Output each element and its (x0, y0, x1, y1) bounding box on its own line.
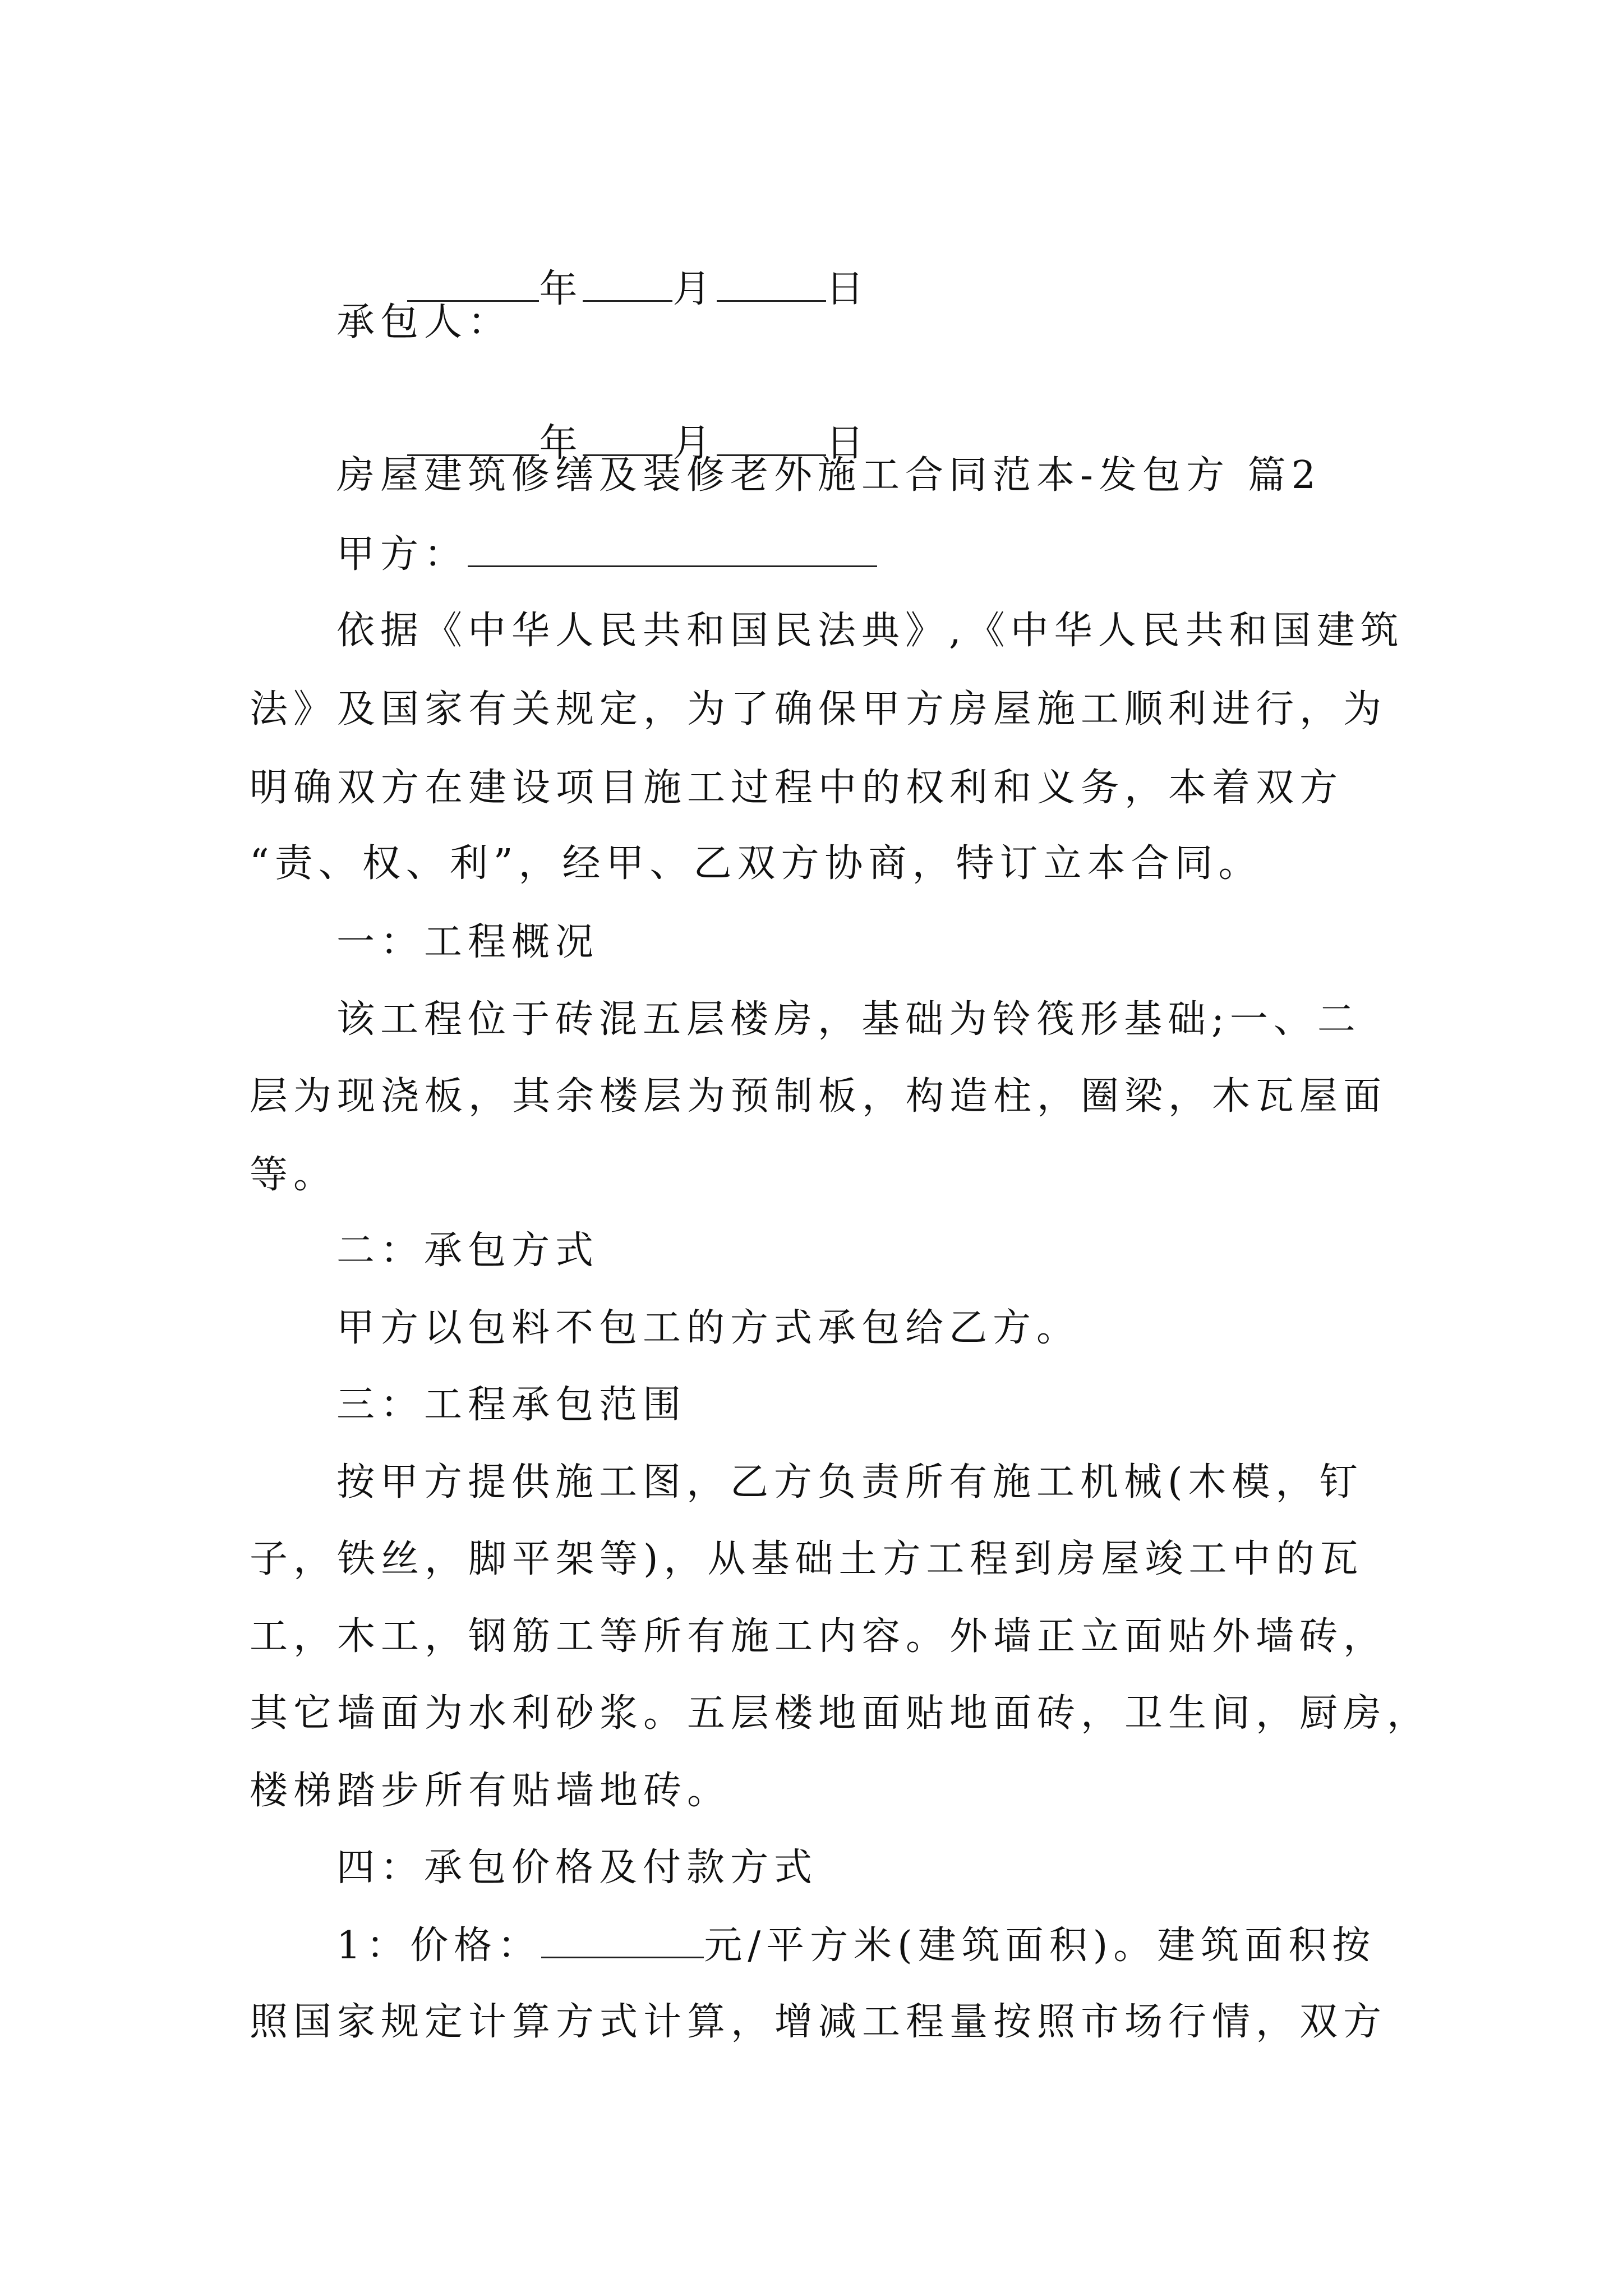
section-body-line: 工，木工，钢筋工等所有施工内容。外墙正立面贴外墙砖， (250, 1614, 1387, 1659)
intro-line: 明确双方在建设项目施工过程中的权利和义务，本着双方 (250, 766, 1344, 810)
section-body-line: 层为现浇板，其余楼层为预制板，构造柱，圈梁，木瓦屋面 (250, 1074, 1387, 1119)
document-title: 房屋建筑修缮及装修老外施工合同范本-发包方 篇2 (336, 453, 1321, 498)
price-suffix: 元/平方米(建筑面积)。建筑面积按 (704, 1924, 1376, 1968)
year-label: 年 (539, 267, 583, 311)
section-body-line: 照国家规定计算方式计算，增减工程量按照市场行情，双方 (250, 2000, 1387, 2044)
party-a-blank (468, 532, 877, 567)
intro-line: “责、权、利”，经甲、乙双方协商，特订立本合同。 (250, 841, 1262, 886)
day-label: 日 (826, 421, 870, 466)
section-body-line: 按甲方提供施工图，乙方负责所有施工机械(木模，钉 (336, 1460, 1363, 1504)
section-heading: 四：承包价格及付款方式 (336, 1846, 818, 1890)
month-blank (583, 421, 672, 456)
year-blank (407, 421, 539, 456)
month-label: 月 (672, 267, 717, 311)
section-body-line: 楼梯踏步所有贴墙地砖。 (250, 1769, 731, 1813)
day-blank (717, 421, 826, 456)
intro-line: 法》及国家有关规定，为了确保甲方房屋施工顺利进行，为 (250, 687, 1387, 731)
year-label: 年 (539, 421, 583, 466)
party-a-line (336, 532, 877, 577)
intro-line: 依据《中华人民共和国民法典》,《中华人民共和国建筑 (336, 609, 1404, 653)
section-heading: 三：工程承包范围 (336, 1383, 687, 1427)
month-label: 月 (672, 421, 717, 466)
section-body-line: 其它墙面为水利砂浆。五层楼地面贴地面砖，卫生间，厨房， (250, 1691, 1431, 1736)
price-blank (541, 1923, 704, 1958)
section-body-line: 等。 (250, 1153, 338, 1197)
day-label: 日 (826, 267, 870, 311)
price-line (336, 1923, 1376, 1968)
day-blank (717, 266, 826, 302)
section-heading: 二：承包方式 (336, 1228, 600, 1273)
section-body-line: 甲方以包料不包工的方式承包给乙方。 (336, 1306, 1081, 1350)
section-heading: 一：工程概况 (336, 920, 600, 964)
section-body-line: 该工程位于砖混五层楼房，基础为铃筏形基础;一、二 (336, 997, 1361, 1042)
section-body-line: 子，铁丝，脚平架等)，从基础土方工程到房屋竣工中的瓦 (250, 1537, 1364, 1581)
party-a-label: 甲方： (336, 532, 468, 577)
year-blank (407, 266, 539, 302)
contractor-label: 承包人： (336, 300, 512, 344)
price-prefix: 1：价格： (336, 1924, 542, 1968)
month-blank (583, 266, 672, 302)
